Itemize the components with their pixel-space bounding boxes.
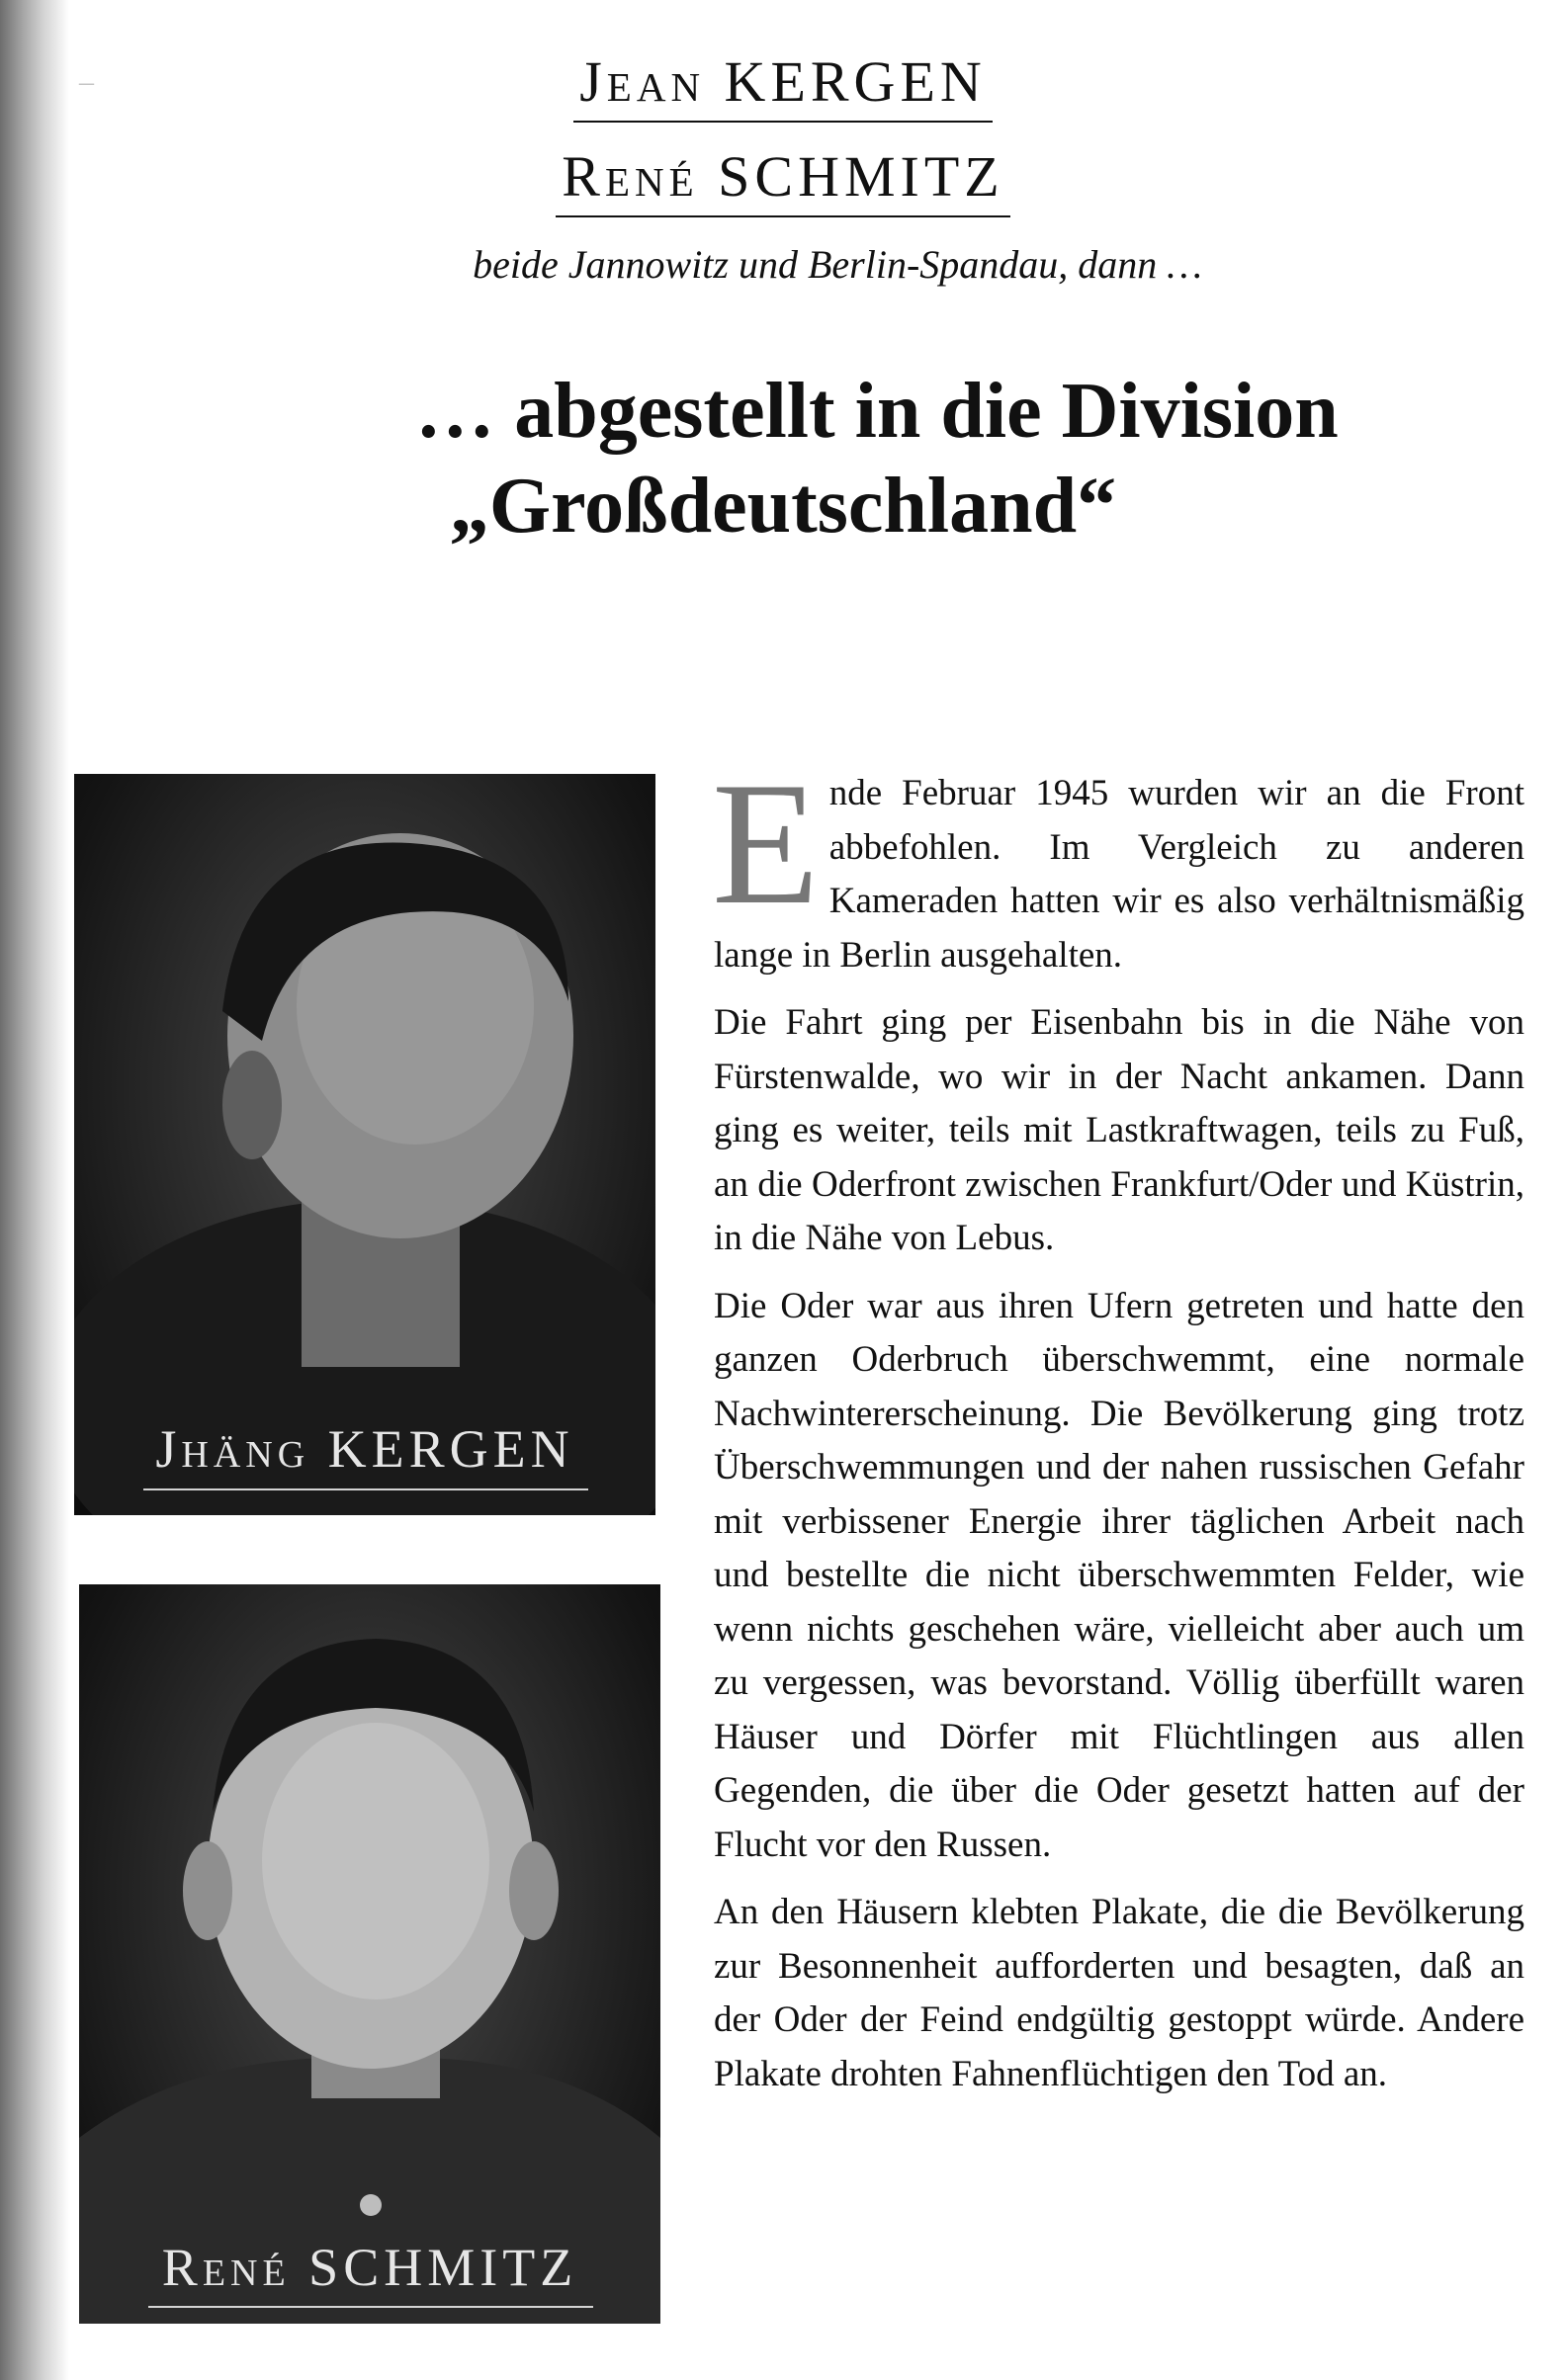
chapter-header (0, 47, 1566, 288)
author-name-schmitz: René SCHMITZ (556, 142, 1009, 217)
article-paragraph-2: Die Fahrt ging per Eisenbahn bis in die Nähe von Fürstenwalde, wo wir in der Nacht ankamen. Dann ging es weiter, teils mit Lastkraftwagen, teils zu Fuß, an die Oderfront zwischen Frankfurt/Oder und Küstrin, in die Nähe von Lebus. (714, 1002, 1524, 1258)
article-body (712, 745, 1524, 2115)
author-name-kergen: Jean KERGEN (573, 47, 993, 123)
chapter-title-line-1: … abgestellt in die Division (415, 368, 1339, 455)
photo-caption-rule (143, 1488, 588, 1490)
article-paragraph-4: An den Häusern klebten Plakate, die die Bevölkerung zur Besonnenheit aufforderten und besagten, daß an der Oder der Feind endgültig gestoppt würde. Andere Plakate drohten Fahnenflüchtigen den Tod an. (714, 1892, 1524, 2094)
article-paragraph-1 (712, 745, 1524, 982)
chapter-title (0, 364, 1566, 553)
author-line-2 (0, 142, 1566, 237)
photo-jhang-kergen (74, 774, 655, 1515)
photo-caption-rule (148, 2306, 593, 2308)
chapter-title-line-2: „Großdeutschland“ (449, 463, 1117, 550)
page-gutter-shadow (0, 0, 69, 2380)
article-paragraph-1-text: nde Februar 1945 wurden wir an die Front abbefohlen. Im Vergleich zu anderen Kameraden hatten wir es also verhältnismäßig lange in Berlin ausgehalten. (714, 773, 1524, 976)
chapter-subtitle: beide Jannowitz und Berlin-Spandau, dann … (473, 242, 1202, 287)
bleed-through-text: – (79, 65, 94, 98)
photo-caption-kergen: Jhäng KERGEN (155, 1419, 574, 1479)
article-paragraph-3: Die Oder war aus ihren Ufern getreten und hatte den ganzen Oderbruch überschwemmt, eine normale Nachwintererscheinung. Die Bevölkerung ging trotz Überschwemmungen und der nahen russischen Gefahr mit verbissener Energie ihrer täglichen Arbeit nach und bestellte die nicht überschwemmten Felder, wie wenn nichts geschehen wäre, vielleicht aber auch um zu vergessen, was bevorstand. Völlig überfüllt waren Häuser und Dörfer mit Flüchtlingen aus allen Gegenden, die über die Oder gesetzt hatten auf der Flucht vor den Russen. (714, 1285, 1524, 1865)
photo-rene-schmitz (79, 1584, 660, 2324)
author-line-1 (0, 47, 1566, 142)
photo-caption-schmitz: René SCHMITZ (161, 2238, 578, 2297)
portrait-photo-1 (74, 774, 655, 1515)
portrait-photo-2 (79, 1584, 660, 2324)
drop-cap-letter: E (712, 745, 820, 941)
